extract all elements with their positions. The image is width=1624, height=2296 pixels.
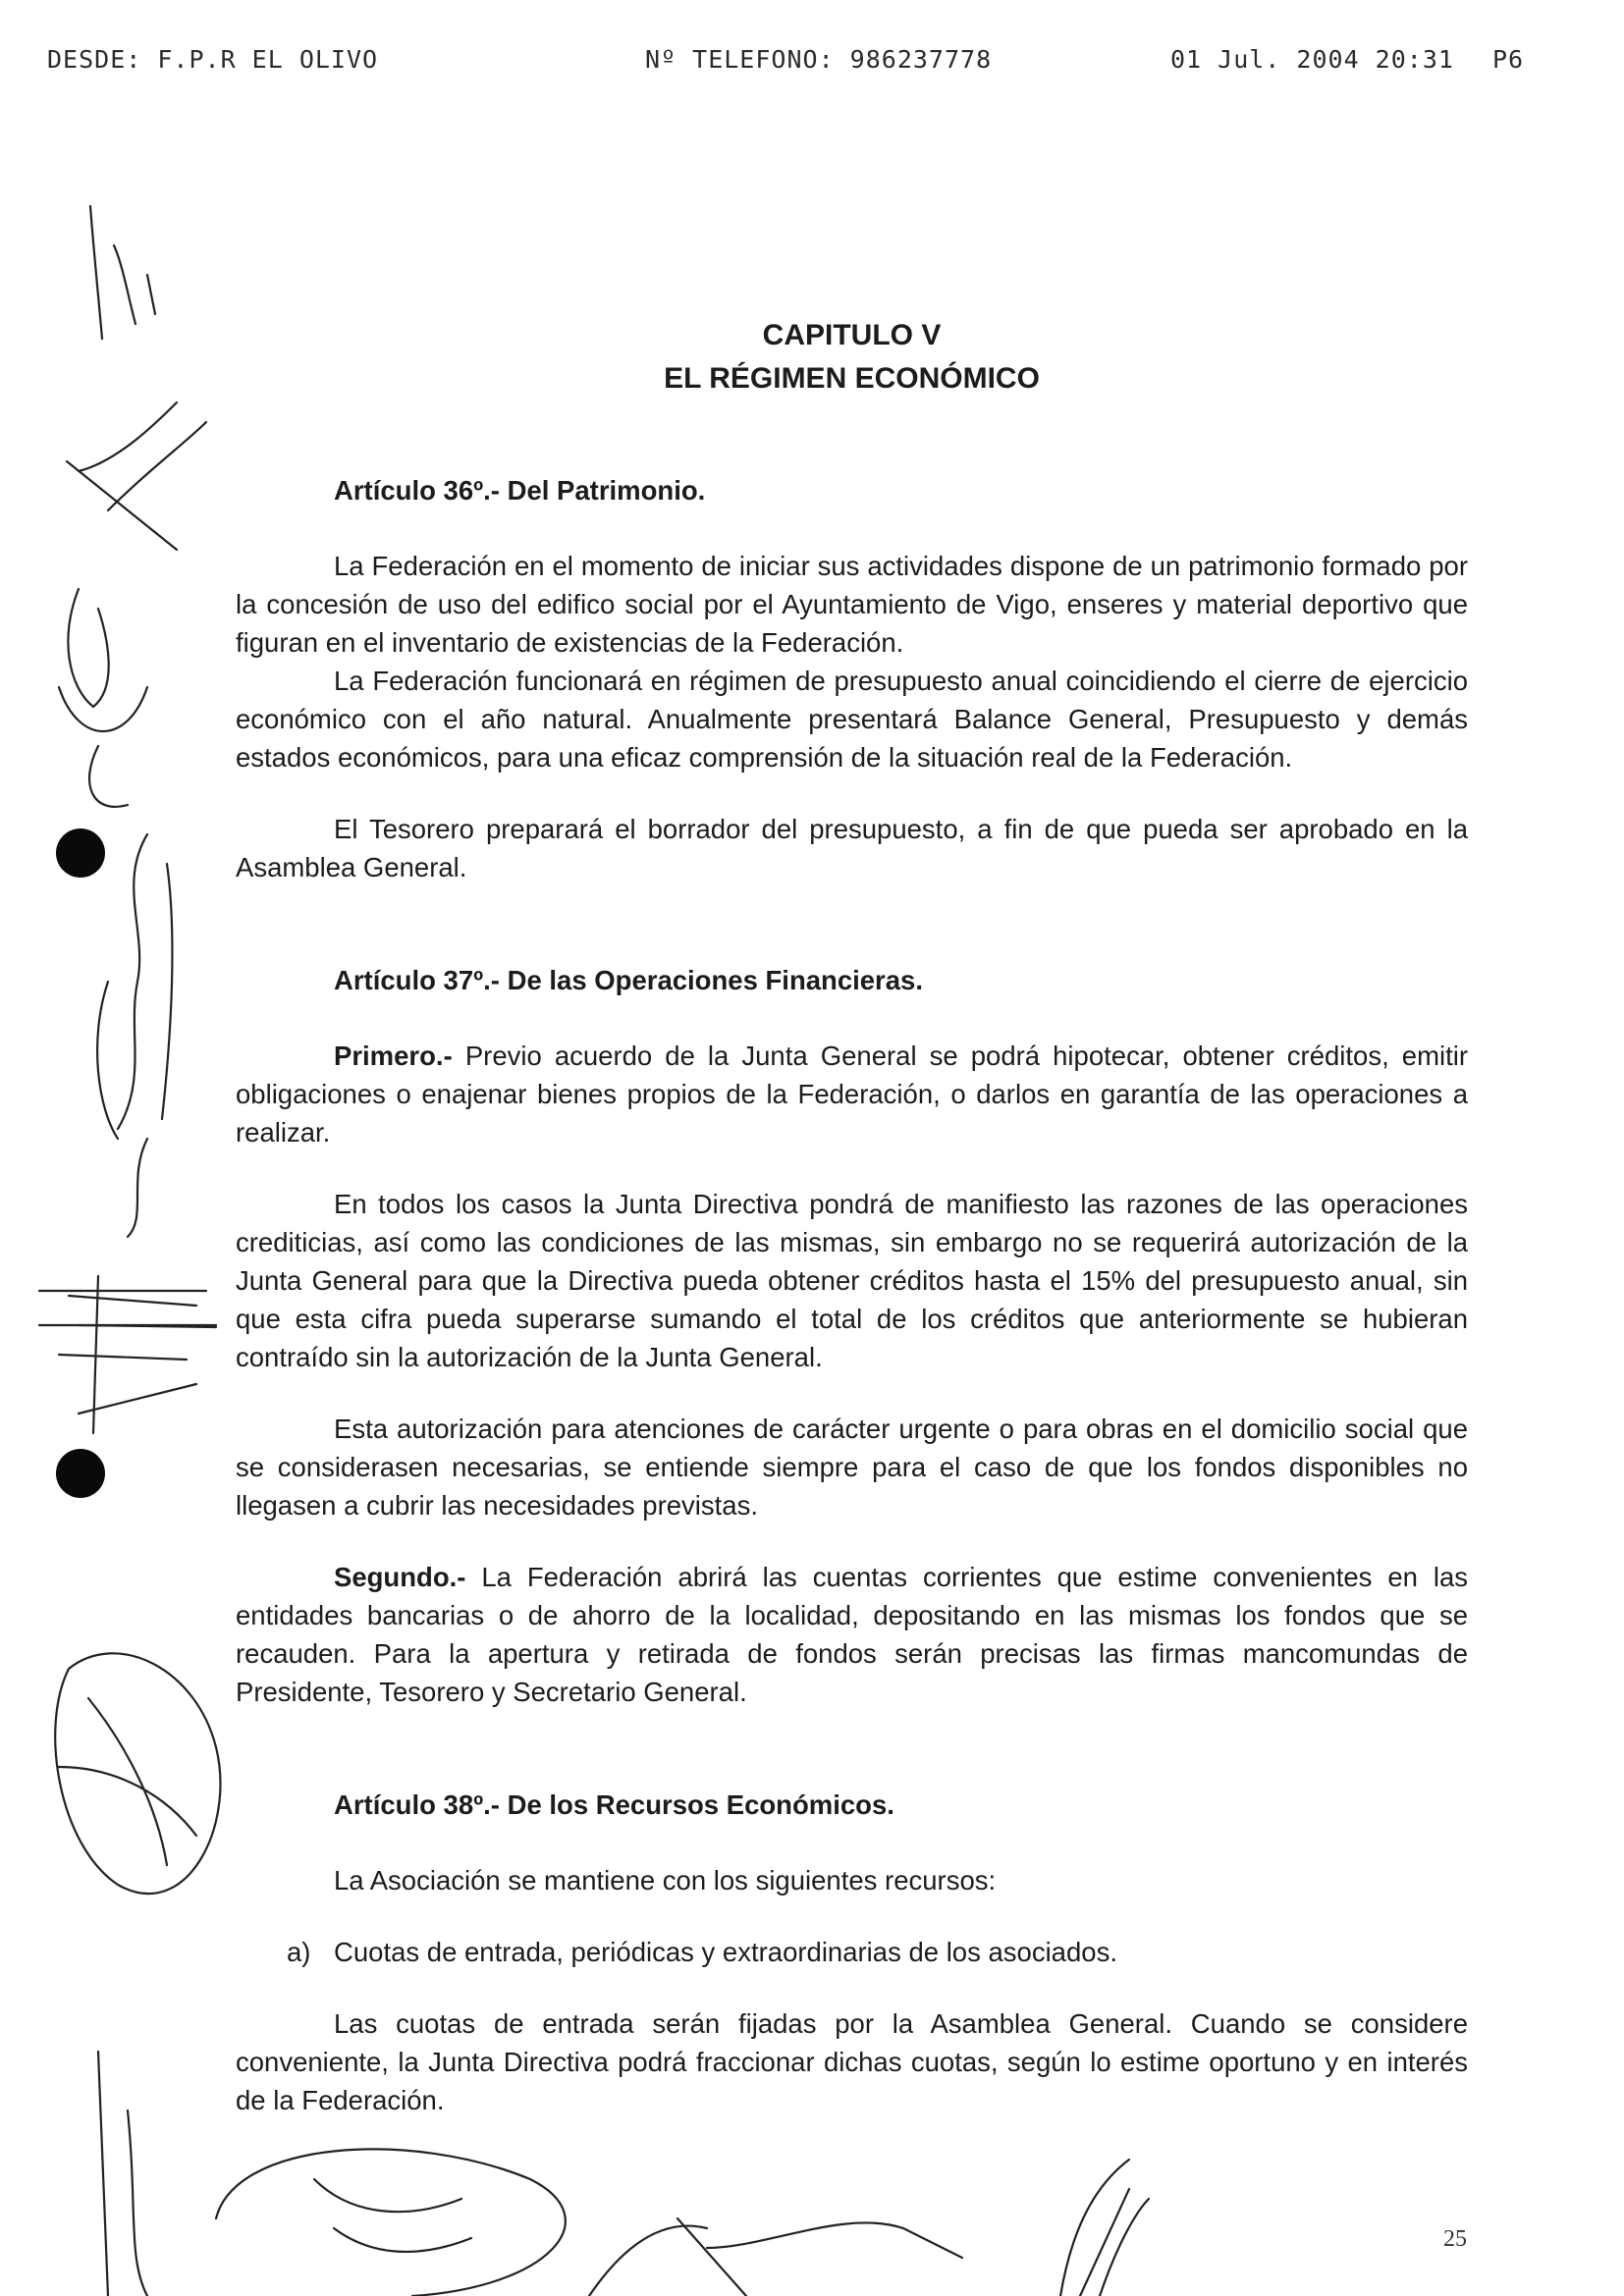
initial-mark-top — [90, 206, 155, 339]
article-37-heading: Artículo 37º.- De las Operaciones Financieras. — [334, 965, 923, 995]
fax-page: P6 — [1492, 45, 1525, 74]
article-37-paragraph-3: Esta autorización para atenciones de carácter urgente o para obras en el domicilio social que se considerasen necesarias, se entiende siempre para el caso de que los fondos disponibles no llegasen a cubrir las necesidades previstas. — [236, 1414, 1468, 1521]
article-36-paragraph-1: La Federación en el momento de iniciar sus actividades dispone de un patrimonio formado por la concesión de uso del edifico social por el Ayuntamiento de Vigo, enseres y material deportivo que figuran en el inventario de existencias de la Federación. — [236, 551, 1468, 658]
chapter-title — [236, 314, 1468, 400]
page-number: 25 — [1443, 2226, 1467, 2252]
chapter-number: CAPITULO V — [762, 319, 942, 351]
signature-bottom-oval — [216, 2149, 566, 2296]
signature-bottom-right — [1060, 2160, 1149, 2296]
primero-text: Previo acuerdo de la Junta General se podrá hipotecar, obtener créditos, emitir obligaciones o enajenar bienes propios de la Federación, o darlos en garantía de las operaciones a realizar. — [236, 1041, 1469, 1148]
article-37-paragraph-2: En todos los casos la Junta Directiva pondrá de manifiesto las razones de las operaciones crediticias, así como las condiciones de las mismas, sin embargo no se requerirá autorización de la Junta General para que la Directiva pueda obtener créditos hasta el 15% del presupuesto anual, sin que esta cifra pueda superarse sumando el total de los créditos que anteriormente se hubieran contraído sin la autorización de la Junta General. — [236, 1189, 1468, 1372]
chapter-name: EL RÉGIMEN ECONÓMICO — [664, 362, 1040, 395]
list-item-text: Cuotas de entrada, periódicas y extraordinarias de los asociados. — [334, 1937, 1117, 1967]
signature-hatch — [59, 1276, 216, 1433]
fax-datetime: 01 Jul. 2004 20:31 — [1170, 45, 1454, 74]
list-marker: a) — [287, 1937, 311, 1967]
article-38-intro: La Asociación se mantiene con los siguientes recursos: — [334, 1865, 997, 1896]
signature-diagonal-1 — [67, 402, 206, 550]
list-item — [287, 1933, 1468, 1971]
fax-phone: Nº TELEFONO: 986237778 — [645, 45, 993, 74]
article-36-heading: Artículo 36º.- Del Patrimonio. — [334, 475, 706, 506]
segundo-text: La Federación abrirá las cuentas corrientes que estime convenientes en las entidades bancarias o de ahorro de la localidad, depositando en las mismas los fondos que se recauden. Para la apertura y retirada de fondos serán precisas las firmas mancomundas de Presidente, Tesorero y Secretario General. — [236, 1562, 1469, 1707]
punch-hole-bottom — [56, 1449, 105, 1498]
signature-vertical-1 — [59, 589, 147, 807]
article-36-paragraph-3: El Tesorero preparará el borrador del presupuesto, a fin de que pueda ser aprobado en la Asamblea General. — [236, 814, 1468, 882]
article-36-paragraph-2: La Federación funcionará en régimen de presupuesto anual coincidiendo el cierre de ejercicio económico con el año natural. Anualmente presentará Balance General, Presupuesto y demás estados económicos, para una eficaz comprensión de la situación real de la Federación. — [236, 666, 1468, 773]
primero-label: Primero.- — [334, 1041, 453, 1071]
signature-loop — [55, 1653, 220, 1894]
segundo-label: Segundo.- — [334, 1562, 466, 1592]
article-38-heading: Artículo 38º.- De los Recursos Económicos. — [334, 1789, 894, 1820]
signature-bottom-center — [589, 2218, 962, 2296]
signature-vertical-2 — [97, 834, 172, 1237]
margin-tick-lines — [39, 1291, 216, 1325]
article-37-segundo — [236, 1558, 1468, 1711]
fax-sender: DESDE: F.P.R EL OLIVO — [47, 45, 379, 74]
article-38-cuotas-paragraph: Las cuotas de entrada serán fijadas por la Asamblea General. Cuando se considere conveniente, la Junta Directiva podrá fraccionar dichas cuotas, según lo estime oportuno y en interés de la Federación. — [236, 2008, 1468, 2115]
signature-bottom-left — [98, 2052, 147, 2296]
punch-hole-top — [56, 828, 105, 878]
document-body — [236, 314, 1468, 2119]
article-37-primero — [236, 1037, 1468, 1151]
